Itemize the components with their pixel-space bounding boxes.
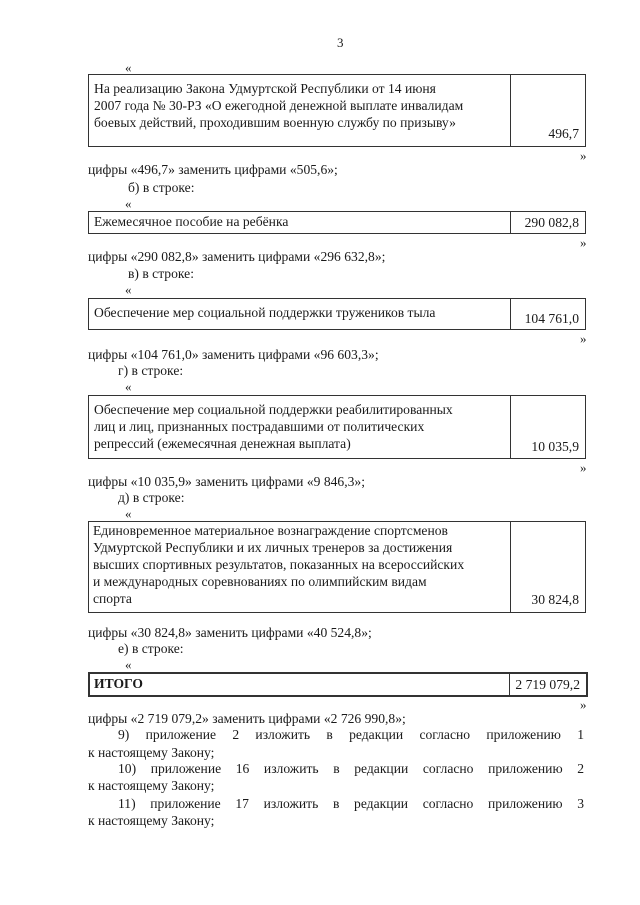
quote-close: » xyxy=(580,235,587,250)
quote-open: « xyxy=(125,282,132,297)
column-divider xyxy=(510,299,511,329)
list-item-continuation: к настоящему Закону; xyxy=(88,813,215,828)
row-value: 496,7 xyxy=(548,126,579,141)
quote-open: « xyxy=(125,506,132,521)
quote-open: « xyxy=(125,196,132,211)
row-value: 104 761,0 xyxy=(524,311,579,326)
table-row xyxy=(88,521,586,613)
list-item-continuation: к настоящему Закону; xyxy=(88,745,215,760)
subitem-label: д) в строке: xyxy=(118,490,185,505)
column-divider xyxy=(510,75,511,146)
quote-open: « xyxy=(125,657,132,672)
list-item-continuation: к настоящему Закону; xyxy=(88,778,215,793)
amendment-text: цифры «2 719 079,2» заменить цифрами «2 726 990,8»; xyxy=(88,711,406,726)
subitem-label: е) в строке: xyxy=(118,641,184,656)
row-value: 10 035,9 xyxy=(531,439,579,454)
amendment-text: цифры «496,7» заменить цифрами «505,6»; xyxy=(88,162,338,177)
row-name: ИТОГО xyxy=(94,676,143,691)
row-name: Обеспечение мер социальной поддержки тружеников тыла xyxy=(94,305,436,320)
subitem-label: г) в строке: xyxy=(118,363,184,378)
subitem-label: б) в строке: xyxy=(128,180,195,195)
row-value: 290 082,8 xyxy=(524,215,579,230)
table-row xyxy=(88,211,586,234)
quote-close: » xyxy=(580,331,587,346)
list-item: 10) приложение 16 изложить в редакции согласно приложению 2 xyxy=(118,761,584,776)
row-value: 30 824,8 xyxy=(531,592,579,607)
quote-open: « xyxy=(125,379,132,394)
table-row xyxy=(88,74,586,147)
amendment-text: цифры «10 035,9» заменить цифрами «9 846,3»; xyxy=(88,474,365,489)
subitem-label: в) в строке: xyxy=(128,266,194,281)
column-divider xyxy=(510,396,511,458)
row-name: Единовременное материальное вознаграждение спортсменов Удмуртской Республики и их личных тренеров за достижения высших спортивных результатов, показанных на всероссийских и международных соревнованиях по олимпийским видам спорта xyxy=(93,523,465,606)
table-row xyxy=(88,395,586,459)
table-row xyxy=(88,298,586,330)
amendment-text: цифры «30 824,8» заменить цифрами «40 524,8»; xyxy=(88,625,372,640)
column-divider xyxy=(510,212,511,233)
row-name: Обеспечение мер социальной поддержки реабилитированных лиц и лиц, признанных пострадавшими от политических репрессий (ежемесячная денежная выплата) xyxy=(94,402,453,451)
row-value: 2 719 079,2 xyxy=(515,677,580,692)
amendment-text: цифры «290 082,8» заменить цифрами «296 632,8»; xyxy=(88,249,386,264)
quote-close: » xyxy=(580,148,587,163)
list-item: 9) приложение 2 изложить в редакции согласно приложению 1 xyxy=(118,727,584,742)
column-divider xyxy=(509,674,510,695)
quote-close: » xyxy=(580,697,587,712)
table-row xyxy=(88,672,588,697)
row-name: На реализацию Закона Удмуртской Республики от 14 июня 2007 года № 30-РЗ «О ежегодной денежной выплате инвалидам боевых действий, проходившим военную службу по призыву» xyxy=(94,81,464,130)
page-number: 3 xyxy=(337,35,344,50)
row-name: Ежемесячное пособие на ребёнка xyxy=(94,214,289,229)
column-divider xyxy=(510,522,511,612)
quote-open: « xyxy=(125,60,132,75)
list-item: 11) приложение 17 изложить в редакции согласно приложению 3 xyxy=(118,796,584,811)
amendment-text: цифры «104 761,0» заменить цифрами «96 603,3»; xyxy=(88,347,379,362)
quote-close: » xyxy=(580,460,587,475)
